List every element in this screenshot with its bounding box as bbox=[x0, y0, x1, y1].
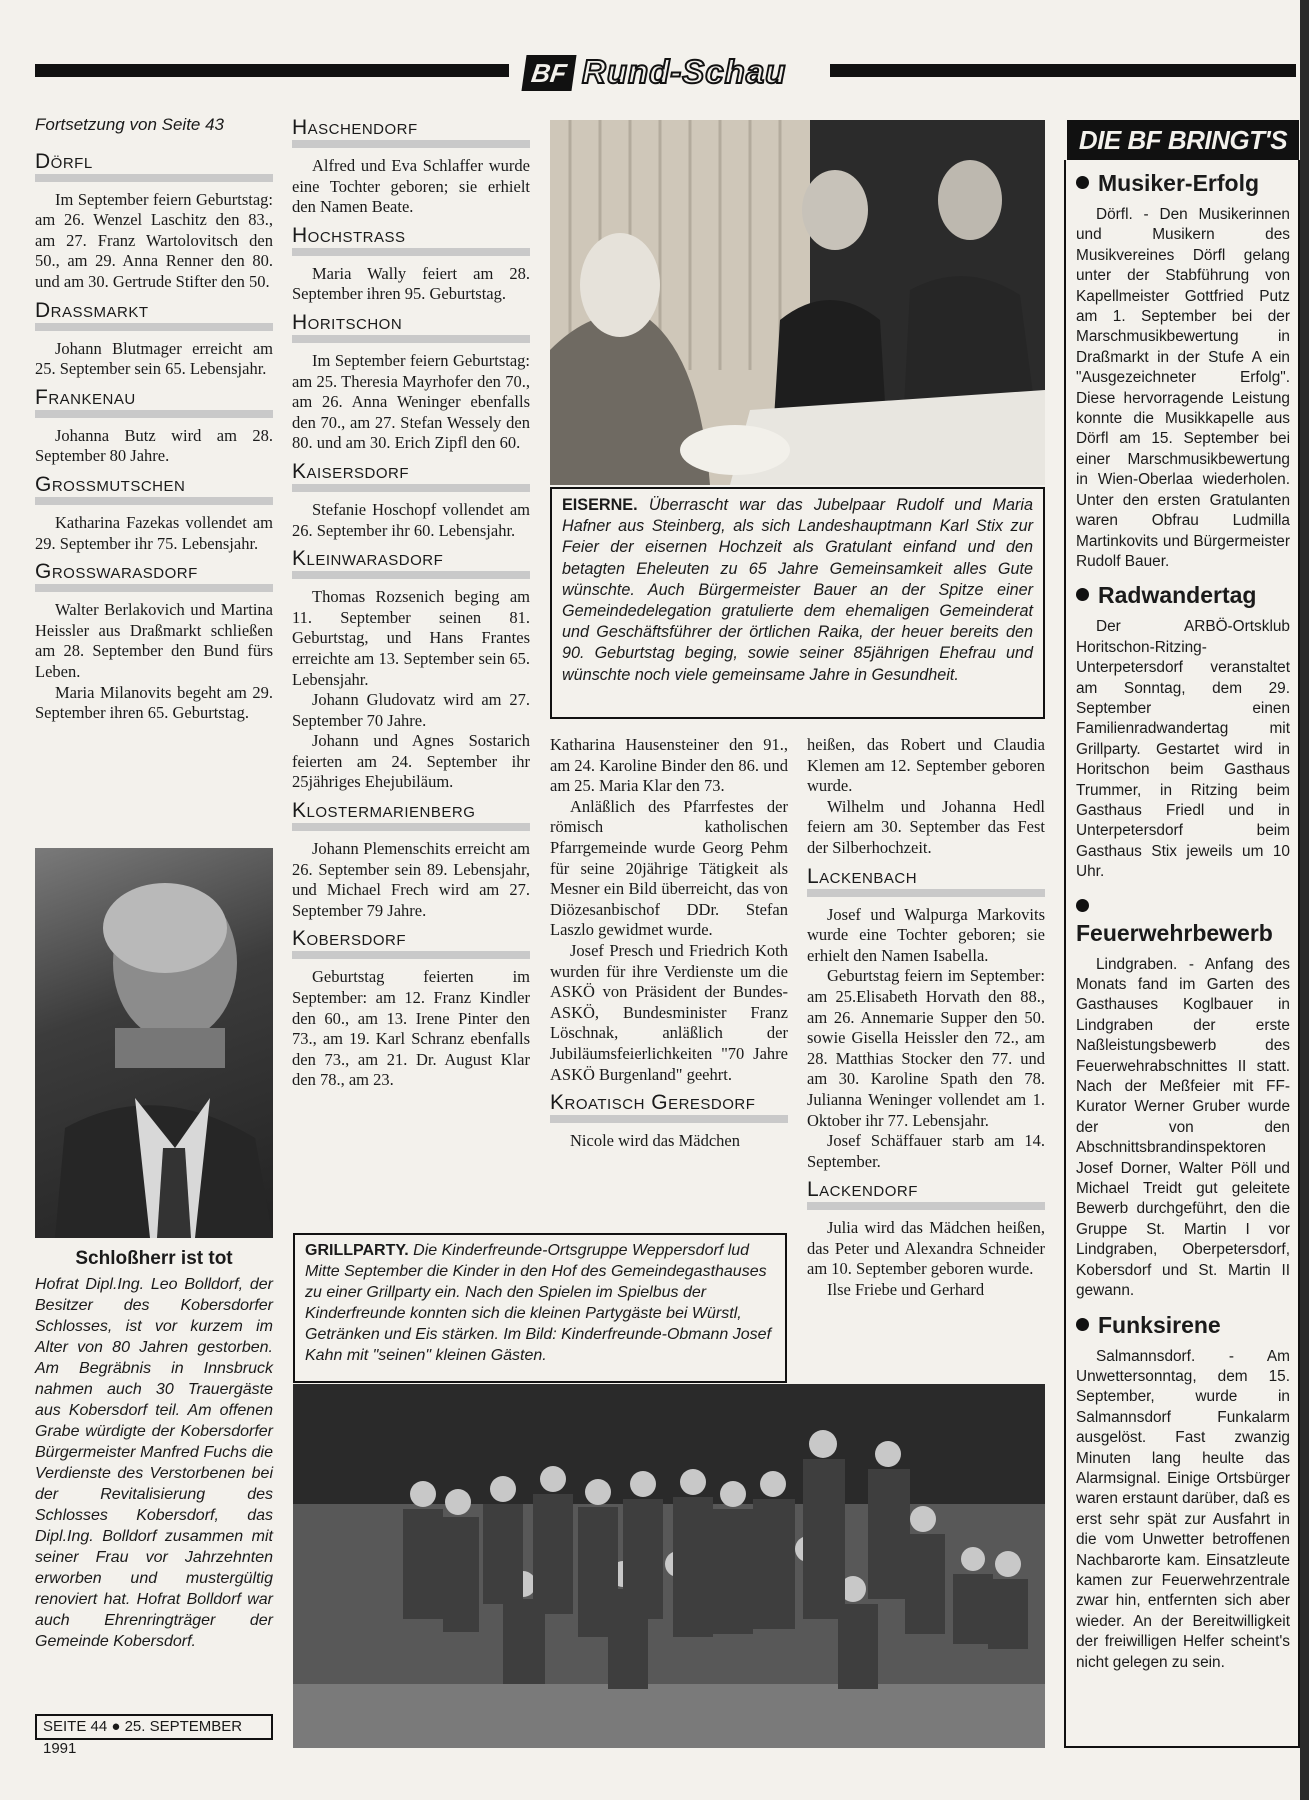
bullet-icon bbox=[1076, 176, 1089, 189]
bullet-icon bbox=[1076, 1318, 1089, 1331]
sidebar-text: Der ARBÖ-Ortsklub Horitschon-Ritzing-Unterpetersdorf veranstaltet am Sonntag, dem 29. September einen Familienradwandertag mit Grillparty. Gestartet wird in Horitschon beim Gasthaus Trummer, in Ritzing beim Gasthaus Friedl und in Unterpetersdorf beim Gasthaus Stix jeweils um 10 Uhr. bbox=[1076, 618, 1290, 881]
section-text: Wilhelm und Johanna Hedl feiern am 30. September das Fest der Silberhochzeit. bbox=[807, 796, 1045, 857]
section-text: Johann Blutmager erreicht am 25. September sein 65. Lebensjahr. bbox=[35, 338, 273, 379]
sidebar-item-feuerwehrbewerb: Feuerwehrbewerb bbox=[1076, 893, 1290, 947]
grillparty-caption bbox=[305, 1240, 775, 1366]
grillparty-text: Die Kinderfreunde-Ortsgruppe Weppersdorf lud Mitte September die Kinder in den Hof des Gemeindegasthauses zu einer Grillparty ein. Nach den Spielen im Spielbus der Kinderfreunde konnten sich die kleinen Partygäste bei Würstl, Getränken und Eis stärken. Im Bild: Kinderfreunde-Obmann Josef Kahn mit "seinen" kleinen Gästen. bbox=[305, 1242, 772, 1364]
bf-logo bbox=[521, 55, 576, 91]
bullet-icon bbox=[1076, 588, 1089, 601]
obituary-text: Hofrat Dipl.Ing. Leo Bolldorf, der Besitzer des Kobersdorfer Schlosses, ist vor kurzem im Alter von 80 Jahren gestorben. Am Begräbnis in Innsbruck nahmen auch 30 Trauergäste aus Kobersdorf teil. Am offenen Grabe würdigte der Kobersdorfer Bürgermeister Manfred Fuchs die Verdienste des Verstorbenen bei der Revitalisierung des Schlosses Kobersdorf, das Dipl.Ing. Bolldorf zusammen mit seiner Frau vor Jahrzehnten erworben und mustergültig renoviert hat. Hofrat Bolldorf war auch Ehrenringträger der Gemeinde Kobersdorf. bbox=[35, 1276, 273, 1650]
sidebar-text: Lindgraben. - Anfang des Monats fand im Garten des Gasthauses Koglbauer in Lindgraben der erste Naßleistungsbewerb des Feuerwehrabschnittes II statt. Nach der Meßfeier mit FF-Kurator Werner Gruber wurde der von den Abschnittsbrandinspektoren Josef Dorner, Walter Pöll und Michael Treidt gut geleitete Bewerb durchgeführt, den die Gruppe St. Martin I vor Lindgraben, Oberpetersdorf, Kobersdorf und St. Martin II gewann. bbox=[1076, 955, 1290, 1300]
portrait-illustration bbox=[35, 848, 273, 1238]
header-rule-right bbox=[830, 64, 1296, 77]
sidebar-item-musiker-erfolg: Musiker-Erfolg bbox=[1076, 170, 1290, 197]
section-text: Katharina Fazekas vollendet am 29. September ihr 75. Lebensjahr. bbox=[35, 512, 273, 553]
section-head-kleinwarasdorf: Kleinwarasdorf bbox=[292, 547, 530, 579]
group-illustration bbox=[293, 1384, 1045, 1748]
section-text: Josef Schäffauer starb am 14. September. bbox=[807, 1131, 1045, 1171]
grillparty-lead: GRILLPARTY. bbox=[305, 1242, 409, 1259]
sidebar-title-bar: DIE BF BRINGT'S bbox=[1067, 120, 1299, 160]
page-edge bbox=[1300, 0, 1309, 1800]
section-head-haschendorf: Haschendorf bbox=[292, 116, 530, 148]
eiserne-illustration bbox=[550, 120, 1045, 485]
page-footer: SEITE 44 ● 25. SEPTEMBER 1991 bbox=[35, 1714, 273, 1740]
section-head-klostermarienberg: Klostermarienberg bbox=[292, 799, 530, 831]
eiserne-photo bbox=[550, 120, 1045, 485]
section-head-horitschon: Horitschon bbox=[292, 311, 530, 343]
sidebar bbox=[1064, 160, 1300, 1748]
section-text: Julia wird das Mädchen heißen, das Peter und Alexandra Schneider am 10. September geboren wurde. bbox=[807, 1218, 1045, 1279]
section-text: Ilse Friebe und Gerhard bbox=[827, 1280, 985, 1300]
eiserne-caption bbox=[562, 495, 1033, 686]
section-head-drassmarkt: Drassmarkt bbox=[35, 299, 273, 331]
section-head-kobersdorf: Kobersdorf bbox=[292, 927, 530, 959]
section-text: Josef Presch und Friedrich Koth wurden für ihre Verdienste um die ASKÖ von Präsident der Bundes-ASKÖ, Bundesminister Franz Löschnak, anläßlich der Jubiläumsfeierlichkeiten "70 Jahre ASKÖ Burgenland" geehrt. bbox=[550, 940, 788, 1084]
section-text: Katharina Hausensteiner den 91., am 24. Karoline Binder den 86. und am 25. Maria Klar den 73. bbox=[550, 735, 788, 796]
column-1 bbox=[35, 115, 273, 724]
section-head-lackenbach: Lackenbach bbox=[807, 865, 1045, 897]
section-text: Anläßlich des Pfarrfestes der römisch katholischen Pfarrgemeinde wurde Georg Pehm für seine 20jährige Tätigkeit als Mesner ein Bild überreicht, das von Diözesanbischof DDr. Stefan Laszlo gewidmet wurde. bbox=[550, 796, 788, 940]
section-text: Thomas Rozsenich beging am 11. September seinen 81. Geburtstag, und Hans Frantes erreichte am 13. September sein 65. Lebensjahr. bbox=[292, 587, 530, 689]
section-text: Geburtstag feiern im September: am 25.Elisabeth Horvath den 88., am 26. Annemarie Supper den 50. sowie Gisella Heissler den 72., am 28. Matthias Stocker den 77. und am 30. Karoline Spath den 78. Julianna Weninger vollendet am 1. Oktober ihr 77. Lebensjahr. bbox=[807, 966, 1045, 1130]
section-text: Johann Plemenschits erreicht am 26. September sein 89. Lebensjahr, und Michael Frech wird am 27. September 79 Jahre. bbox=[292, 839, 530, 920]
section-text: Nicole wird das Mädchen bbox=[570, 1131, 740, 1151]
eiserne-lead: EISERNE. bbox=[562, 496, 638, 514]
bullet-icon bbox=[1076, 899, 1089, 912]
obituary-title: Schloßherr ist tot bbox=[75, 1248, 233, 1269]
bf-logo-text: BF bbox=[529, 58, 569, 88]
section-head-kaisersdorf: Kaisersdorf bbox=[292, 460, 530, 492]
continuation-note: Fortsetzung von Seite 43 bbox=[35, 115, 225, 134]
section-head-grosswarasdorf: Grosswarasdorf bbox=[35, 560, 273, 592]
obituary bbox=[35, 1248, 273, 1652]
section-text: Maria Wally feiert am 28. September ihren 95. Geburtstag. bbox=[292, 263, 530, 304]
portrait-photo bbox=[35, 848, 273, 1238]
sidebar-text: Dörfl. - Den Musikerinnen und Musikern des Musikvereines Dörfl gelang unter der Stabführung von Kapellmeister Gottfried Putz am 1. September bei der Marschmusikbewertung in Draßmarkt in der Stufe A ein "Ausgezeichneter Erfolg". Diese hervorragende Leistung konnte die Musikkapelle aus Dörfl am 15. September bei einer Marschmusikbewertung in Wien-Oberlaa wiederholen. Unter den ersten Gratulanten waren Obfrau Ludmilla Martinkovits und Bürgermeister Rudolf Bauer. bbox=[1076, 206, 1290, 570]
section-head-kroatisch-geresdorf: Kroatisch Geresdorf bbox=[550, 1091, 788, 1123]
section-head-hochstrass: Hochstrass bbox=[292, 224, 530, 256]
section-head-lackendorf: Lackendorf bbox=[807, 1178, 1045, 1210]
section-text: Johann und Agnes Sostarich feierten am 24. September ihr 25jähriges Ehejubiläum. bbox=[292, 731, 530, 792]
section-text: heißen, das Robert und Claudia Klemen am 12. September geboren wurde. bbox=[807, 735, 1045, 796]
section-title: Rund-Schau bbox=[582, 53, 787, 90]
section-text: Im September feiern Geburtstag: am 25. Theresia Mayrhofer den 70., am 26. Anna Weninger ebenfalls den 70., am 27. Stefan Wessely den 80. und am 30. Erich Zipfl den 60. bbox=[292, 350, 530, 453]
section-head-grossmutschen: Grossmutschen bbox=[35, 473, 273, 505]
section-text: Alfred und Eva Schlaffer wurde eine Tochter geboren; sie erhielt den Namen Beate. bbox=[292, 156, 530, 217]
section-head-doerfl: Dörfl bbox=[35, 150, 273, 182]
column-2 bbox=[292, 116, 530, 1091]
section-text: Im September feiern Geburtstag: am 26. Wenzel Laschitz den 83., am 27. Franz Wartolovitsch den 50., am 29. Anna Renner den 80. und am 30. Gertrude Stifter den 50. bbox=[35, 189, 273, 291]
grillparty-caption-box bbox=[293, 1233, 787, 1383]
sidebar-text: Salmannsdorf. - Am Unwettersonntag, dem 15. September, wurde in Salmannsdorf Funkalarm ausgelöst. Fast zwanzig Minuten lang heulte das Alarmsignal. Einige Ortsbürger waren erstaunt darüber, daß es erst sehr spät zur Ausfahrt in die vom Unwetter betroffenen Nachbarorte kam. Einsatzleute kamen zur Feuerwehrzentrale zwar hin, entfernten sich aber wieder. An der Bereitwilligkeit der freiwilligen Helfer scheint's nicht gelegen zu sein. bbox=[1076, 1347, 1290, 1671]
section-head-frankenau: Frankenau bbox=[35, 386, 273, 418]
eiserne-text: Überrascht war das Jubelpaar Rudolf und Maria Hafner aus Steinberg, als sich Landeshauptmann Karl Stix zur Feier der eisernen Hochzeit als Gratulant einfand und den betagten Eheleuten zu 65 Jahre Gemeinsamkeit alles Gute wünschte. Auch Bürgermeister Bauer an der Spitze einer Gemeindedelegation gratulierte dem ehemaligen Gemeinderat und Geschäftsführer der örtlichen Raika, der heuer bereits den 90. Geburtstag beging, sowie seiner 85jährigen Ehefrau und wünschte noch viele gemeinsame Jahre in Gesundheit. bbox=[562, 496, 1033, 684]
group-photo bbox=[293, 1384, 1045, 1748]
column-4 bbox=[807, 735, 1045, 1301]
section-text: Johann Gludovatz wird am 27. September 70 Jahre. bbox=[292, 690, 530, 730]
section-text: Josef und Walpurga Markovits wurde eine Tochter geboren; sie erhielt den Namen Isabella. bbox=[807, 904, 1045, 965]
section-text: Maria Milanovits begeht am 29. September ihren 65. Geburtstag. bbox=[35, 682, 273, 723]
section-text: Geburtstag feierten im September: am 12. Franz Kindler den 60., am 13. Irene Pinter den 73., am 19. Karl Schranz ebenfalls den 73., am 21. Dr. August Klar den 78., am 23. bbox=[292, 967, 530, 1090]
section-text: Stefanie Hoschopf vollendet am 26. September ihr 60. Lebensjahr. bbox=[292, 499, 530, 540]
sidebar-item-funksirene: Funksirene bbox=[1076, 1312, 1290, 1339]
column-3 bbox=[550, 735, 788, 1152]
header-rule-left bbox=[35, 64, 509, 77]
eiserne-caption-box bbox=[550, 487, 1045, 719]
section-text: Johanna Butz wird am 28. September 80 Jahre. bbox=[35, 425, 273, 466]
section-text: Walter Berlakovich und Martina Heissler aus Draßmarkt schließen am 28. September den Bund fürs Leben. bbox=[35, 600, 273, 681]
sidebar-item-radwandertag: Radwandertag bbox=[1076, 582, 1290, 609]
